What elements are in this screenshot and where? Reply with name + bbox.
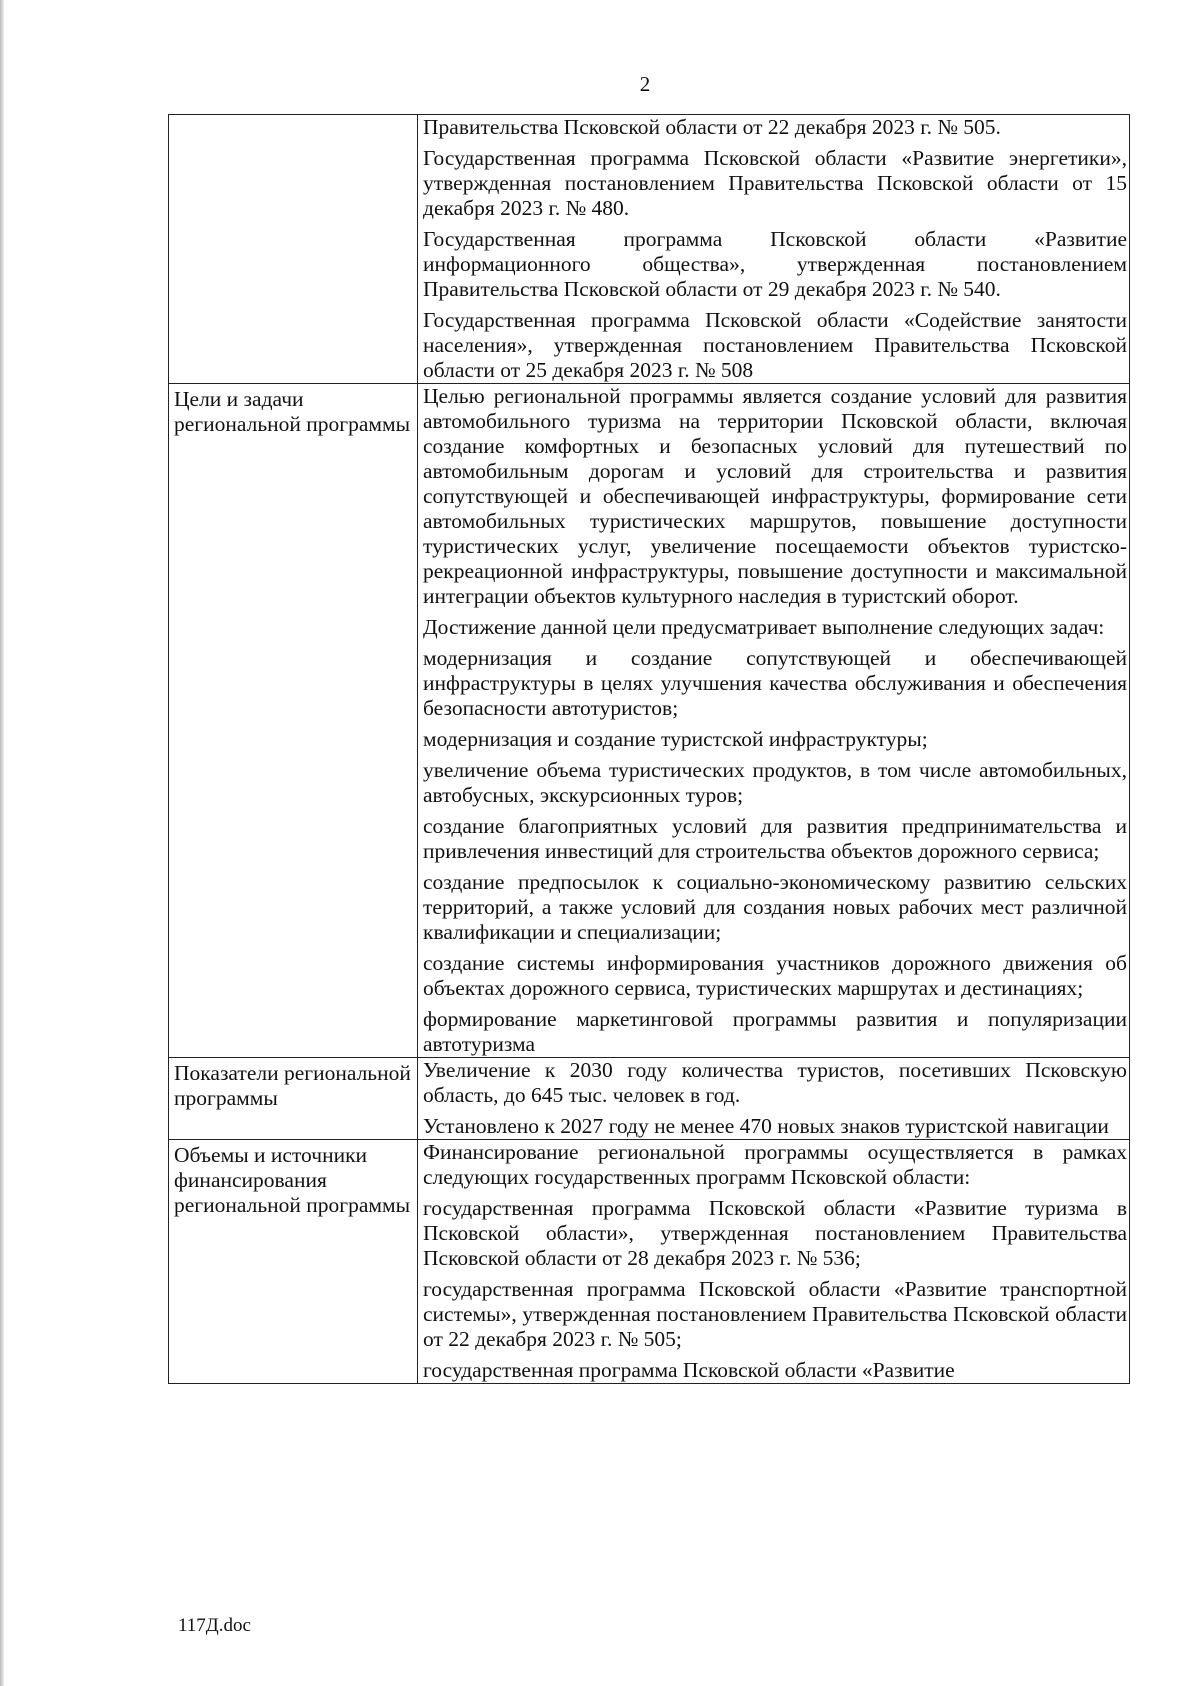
row-content-cell	[418, 384, 1130, 1058]
paragraph: Правительства Псковской области от 22 декабря 2023 г. № 505.	[423, 115, 1001, 139]
row-content-cell	[418, 1140, 1130, 1384]
row-label	[174, 115, 415, 118]
row-content-cell	[418, 1058, 1130, 1140]
row-content-cell	[418, 115, 1130, 384]
paragraph: государственная программа Псковской области «Развитие туризма в Псковской области», утвержденная постановлением Правительства Псковской области от 28 декабря 2023 г. № 536;	[423, 1196, 1127, 1270]
paragraph: модернизация и создание сопутствующей и обеспечивающей инфраструктуры в целях улучшения качества обслуживания и обеспечения безопасности автотуристов;	[423, 646, 1127, 720]
row-label-cell	[169, 115, 418, 384]
table-row	[169, 384, 1130, 1058]
paragraph: Целью региональной программы является создание условий для развития автомобильного туризма на территории Псковской области, включая создание комфортных и безопасных условий для путешествий по автомобильным дорогам и условий для строительства и развития сопутствующей и обеспечивающей инфраструктуры, формирование сети автомобильных туристических маршрутов, повышение доступности туристических услуг, увеличение посещаемости объектов туристско-рекреационной инфраструктуры, повышение доступности и максимальной интеграции объектов культурного наследия в туристский оборот.	[423, 384, 1127, 608]
paragraph: Финансирование региональной программы осуществляется в рамках следующих государственных программ Псковской области:	[423, 1140, 1127, 1189]
table-row	[169, 1058, 1130, 1140]
paragraph: Достижение данной цели предусматривает выполнение следующих задач:	[423, 615, 1105, 639]
row-label: Объемы и источники финансирования региональной программы	[174, 1143, 411, 1217]
paragraph: Государственная программа Псковской области «Развитие энергетики», утвержденная постановлением Правительства Псковской области от 15 декабря 2023 г. № 480.	[423, 146, 1127, 220]
table-row	[169, 115, 1130, 384]
program-passport-table	[168, 114, 1130, 1384]
row-label: Цели и задачи региональной программы	[174, 387, 411, 436]
paragraph: формирование маркетинговой программы развития и популяризации автотуризма	[423, 1007, 1127, 1056]
paragraph: увеличение объема туристических продуктов, в том числе автомобильных, автобусных, экскурсионных туров;	[423, 758, 1127, 807]
paragraph: Государственная программа Псковской области «Содействие занятости населения», утвержденная постановлением Правительства Псковской области от 25 декабря 2023 г. № 508	[423, 308, 1127, 382]
paragraph: государственная программа Псковской области «Развитие	[423, 1358, 955, 1382]
paragraph: Государственная программа Псковской области «Развитие информационного общества», утвержденная постановлением Правительства Псковской области от 29 декабря 2023 г. № 540.	[423, 227, 1127, 301]
paragraph: создание благоприятных условий для развития предпринимательства и привлечения инвестиций для строительства объектов дорожного сервиса;	[423, 814, 1127, 863]
row-label-cell	[169, 1058, 418, 1140]
row-label-cell	[169, 384, 418, 1058]
paragraph: создание предпосылок к социально-экономическому развитию сельских территорий, а также условий для создания новых рабочих мест различной квалификации и специализации;	[423, 870, 1127, 944]
paragraph: Установлено к 2027 году не менее 470 новых знаков туристской навигации	[423, 1114, 1109, 1138]
row-label-cell	[169, 1140, 418, 1384]
scan-edge	[0, 0, 4, 1686]
page-number: 2	[639, 72, 651, 96]
paragraph: государственная программа Псковской области «Развитие транспортной системы», утвержденная постановлением Правительства Псковской области от 22 декабря 2023 г. № 505;	[423, 1277, 1127, 1351]
paragraph: модернизация и создание туристской инфраструктуры;	[423, 727, 928, 751]
document-filename: 117Д.doc	[178, 1615, 251, 1636]
row-label: Показатели региональной программы	[174, 1061, 411, 1110]
paragraph: Увеличение к 2030 году количества туристов, посетивших Псковскую область, до 645 тыс. человек в год.	[423, 1058, 1127, 1107]
table-row	[169, 1140, 1130, 1384]
paragraph: создание системы информирования участников дорожного движения об объектах дорожного сервиса, туристических маршрутах и дестинациях;	[423, 951, 1127, 1000]
